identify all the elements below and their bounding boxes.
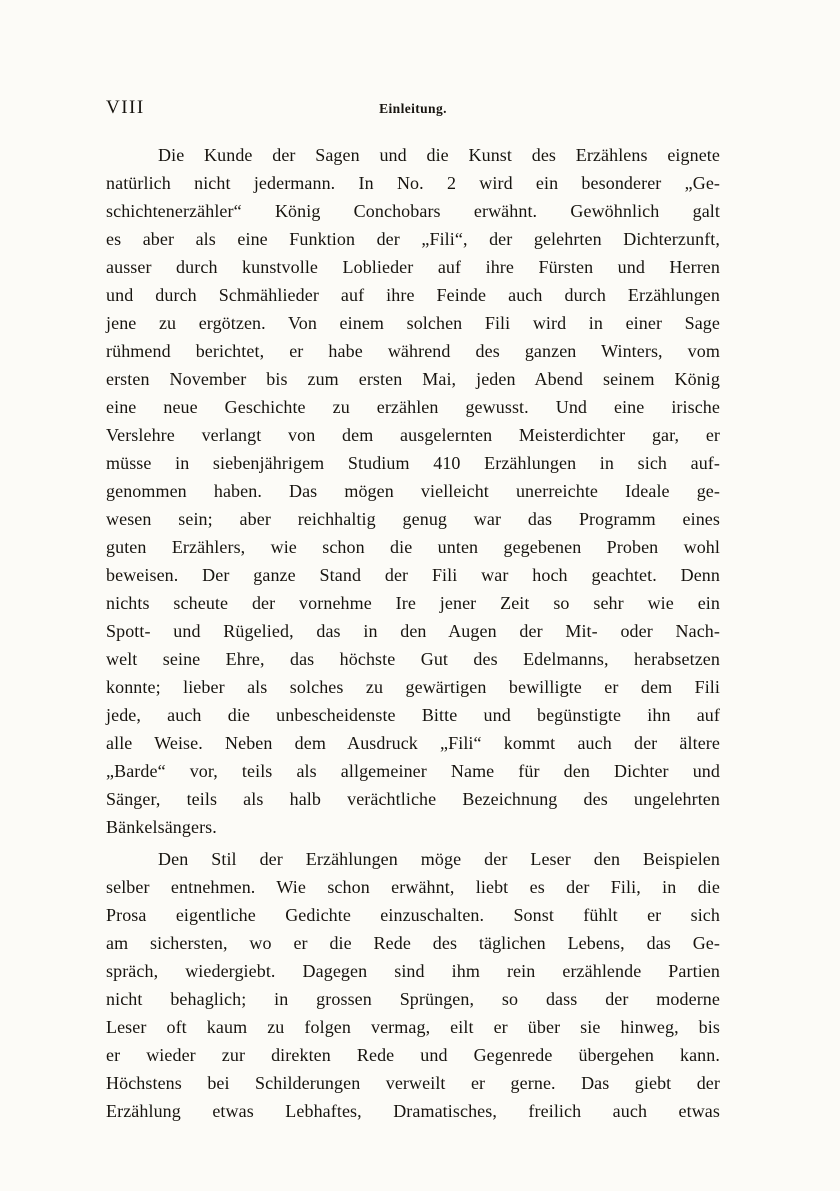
paragraph <box>106 845 720 1125</box>
text-line: Sänger, teils als halb verächtliche Bezeichnung des ungelehrten <box>106 789 720 809</box>
text-line: und durch Schmählieder auf ihre Feinde auch durch Erzählungen <box>106 285 720 305</box>
text-line: jede, auch die unbescheidenste Bitte und begünstigte ihn auf <box>106 705 720 725</box>
text-line: rühmend berichtet, er habe während des ganzen Winters, vom <box>106 341 720 361</box>
text-line: Erzählung etwas Lebhaftes, Dramatisches, freilich auch etwas <box>106 1101 720 1121</box>
text-line: selber entnehmen. Wie schon erwähnt, liebt es der Fili, in die <box>106 877 720 897</box>
text-line: genommen haben. Das mögen vielleicht unerreichte Ideale ge- <box>106 481 720 501</box>
text-line: Höchstens bei Schilderungen verweilt er gerne. Das giebt der <box>106 1073 720 1093</box>
text-line: Verslehre verlangt von dem ausgelernten Meisterdichter gar, er <box>106 425 720 445</box>
text-block <box>106 97 720 1125</box>
text-line: Die Kunde der Sagen und die Kunst des Erzählens eignete <box>158 145 720 165</box>
text-line: „Barde“ vor, teils als allgemeiner Name für den Dichter und <box>106 761 720 781</box>
text-line: müsse in siebenjährigem Studium 410 Erzählungen in sich auf- <box>106 453 720 473</box>
text-line: am sichersten, wo er die Rede des täglichen Lebens, das Ge- <box>106 933 720 953</box>
text-line: schichtenerzähler“ König Conchobars erwähnt. Gewöhnlich galt <box>106 201 720 221</box>
text-line: es aber als eine Funktion der „Fili“, der gelehrten Dichterzunft, <box>106 229 720 249</box>
text-line: er wieder zur direkten Rede und Gegenrede übergehen kann. <box>106 1045 720 1065</box>
text-line: alle Weise. Neben dem Ausdruck „Fili“ kommt auch der ältere <box>106 733 720 753</box>
page-number: VIII <box>106 97 145 118</box>
text-line: Leser oft kaum zu folgen vermag, eilt er über sie hinweg, bis <box>106 1017 720 1037</box>
text-line: Bänkelsängers. <box>106 817 217 837</box>
running-header: Einleitung. <box>379 101 447 116</box>
text-line: jene zu ergötzen. Von einem solchen Fili wird in einer Sage <box>106 313 720 333</box>
text-line: Den Stil der Erzählungen möge der Leser den Beispielen <box>158 849 720 869</box>
text-line: welt seine Ehre, das höchste Gut des Edelmanns, herabsetzen <box>106 649 720 669</box>
paragraph <box>106 141 720 841</box>
text-line: wesen sein; aber reichhaltig genug war das Programm eines <box>106 509 720 529</box>
text-line: Prosa eigentliche Gedichte einzuschalten. Sonst fühlt er sich <box>106 905 720 925</box>
text-line: nichts scheute der vornehme Ire jener Zeit so sehr wie ein <box>106 593 720 613</box>
text-line: spräch, wiedergiebt. Dagegen sind ihm rein erzählende Partien <box>106 961 720 981</box>
text-line: eine neue Geschichte zu erzählen gewusst. Und eine irische <box>106 397 720 417</box>
text-line: beweisen. Der ganze Stand der Fili war hoch geachtet. Denn <box>106 565 720 585</box>
text-line: ersten November bis zum ersten Mai, jeden Abend seinem König <box>106 369 720 389</box>
text-line: nicht behaglich; in grossen Sprüngen, so dass der moderne <box>106 989 720 1009</box>
text-line: konnte; lieber als solches zu gewärtigen bewilligte er dem Fili <box>106 677 720 697</box>
text-line: Spott- und Rügelied, das in den Augen der Mit- oder Nach- <box>106 621 720 641</box>
text-line: ausser durch kunstvolle Loblieder auf ihre Fürsten und Herren <box>106 257 720 277</box>
text-line: natürlich nicht jedermann. In No. 2 wird ein besonderer „Ge- <box>106 173 720 193</box>
text-line: guten Erzählers, wie schon die unten gegebenen Proben wohl <box>106 537 720 557</box>
page-header <box>106 97 720 121</box>
